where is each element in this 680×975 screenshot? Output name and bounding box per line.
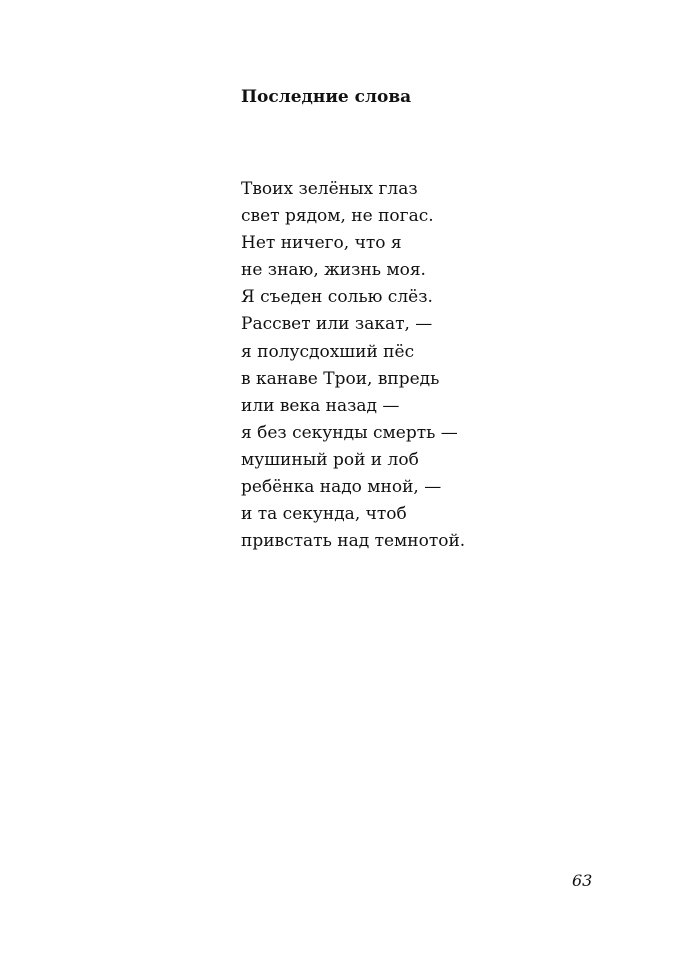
poem-line: свет рядом, не погас. [241,206,434,227]
poem-line: Твоих зелёных глаз [241,179,418,199]
poem-line: я полусдохший пёс [241,341,415,362]
poem-line: Нет ничего, что я [241,233,402,254]
page-number: 63 [572,871,593,890]
poem-line: Рассвет или закат, — [241,314,433,335]
poem-line: или века назад — [241,395,400,416]
poem-body [241,176,465,555]
poem-line: мушиный рой и лоб [241,449,419,470]
poem-line: ребёнка надо мной, — [241,477,442,498]
poem-line: в канаве Трои, впредь [241,368,440,389]
poem-line: не знаю, жизнь моя. [241,260,426,281]
poem-line: Я съеден солью слёз. [241,287,433,308]
poem-line: и та секунда, чтоб [241,504,407,525]
poem-line: привстать над темнотой. [241,531,466,552]
poem-title: Последние слова [241,87,412,107]
poem-line: я без секунды смерть — [241,422,458,443]
